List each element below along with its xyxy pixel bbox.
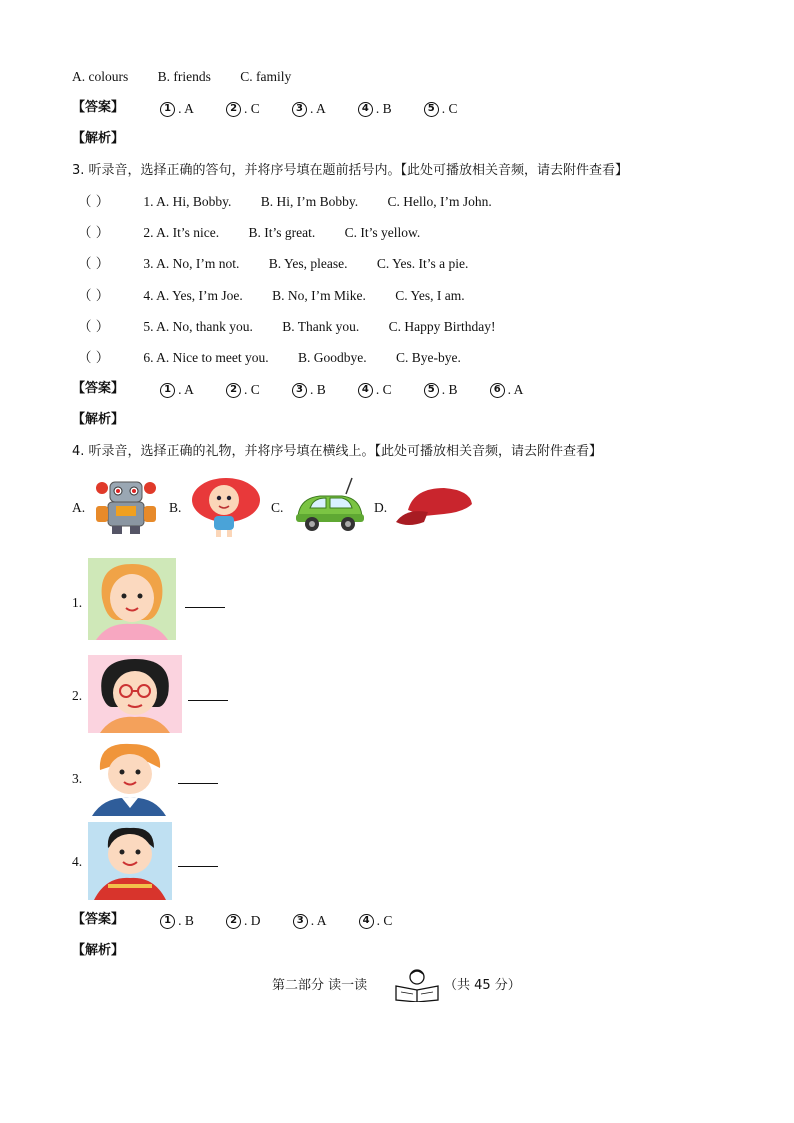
answer-item: 4 . B — [358, 101, 392, 117]
girl-orange-hair-icon — [88, 558, 176, 640]
q3-item-5: （ ） 5. A. No, thank you. B. Thank you. C. Happy Birthday! — [78, 319, 496, 335]
answer-row-q2 — [72, 100, 486, 117]
boy-black-hair-icon — [88, 822, 172, 900]
person-label-1: 1. — [72, 595, 83, 610]
q3-item-6: （ ） 6. A. Nice to meet you. B. Goodbye. C. Bye-bye. — [78, 350, 461, 366]
answer-item: 4 . C — [358, 382, 392, 398]
analysis-label: 【解析】 — [72, 412, 125, 427]
q3-title: 3. 听录音，选择正确的答句，并将序号填在题前括号内。【此处可播放相关音频，请去附件查看】 — [72, 163, 629, 178]
answer-row-q4: 【答案】 1 . B 2 . D 3 . A 4 . C — [72, 912, 393, 928]
boy-orange-hair-icon — [88, 740, 170, 816]
answer-item: 4 . C — [359, 913, 393, 929]
answer-item: 3 . A — [293, 913, 327, 929]
option-a: A. colours — [72, 69, 129, 84]
answer-item: 2 . C — [226, 382, 260, 398]
answer-blank-4[interactable] — [178, 854, 218, 872]
answer-item: 1 . A — [160, 382, 194, 398]
q2-options-line — [72, 69, 317, 85]
gift-label-b: B. — [169, 500, 182, 515]
option-b: B. friends — [157, 69, 211, 84]
reading-child-icon — [392, 968, 442, 1002]
answer-blank-3[interactable] — [178, 771, 218, 789]
answer-item: 5 . C — [424, 101, 458, 117]
section-score: （共 45 分） — [444, 978, 521, 993]
person-label-4: 4. — [72, 854, 83, 869]
q4-title: 4. 听录音，选择正确的礼物，并将序号填在横线上。【此处可播放相关音频，请去附件查看】 — [72, 444, 603, 459]
analysis-label: 【解析】 — [72, 943, 125, 958]
gift-label-c: C. — [271, 500, 284, 515]
answer-item: 1 . B — [160, 913, 194, 929]
q3-item-3: （ ） 3. A. No, I’m not. B. Yes, please. C. Yes. It’s a pie. — [78, 256, 469, 272]
q3-item-1: （ ） 1. A. Hi, Bobby. B. Hi, I’m Bobby. C. Hello, I’m John. — [78, 194, 492, 210]
robot-icon — [90, 476, 162, 536]
answer-item: 2 . D — [226, 913, 261, 929]
answer-row-q3: 【答案】 1 . A 2 . C 3 . B 4 . C 5 . B 6 . A — [72, 381, 524, 397]
answer-blank-1[interactable] — [185, 595, 225, 613]
section-title: 第二部分 读一读 — [272, 978, 368, 993]
gift-label-a: A. — [72, 500, 86, 515]
woman-glasses-icon — [88, 655, 182, 733]
answer-item: 5 . B — [424, 382, 458, 398]
answer-item: 3 . A — [292, 101, 326, 117]
person-label-2: 2. — [72, 688, 83, 703]
option-c: C. family — [240, 69, 292, 84]
answer-item: 3 . B — [292, 382, 326, 398]
answer-item: 1 . A — [160, 101, 194, 117]
answer-item: 6 . A — [490, 382, 524, 398]
q3-item-4: （ ） 4. A. Yes, I’m Joe. B. No, I’m Mike. C. Yes, I am. — [78, 288, 465, 304]
person-label-3: 3. — [72, 771, 83, 786]
gift-label-d: D. — [374, 500, 388, 515]
answer-blank-2[interactable] — [188, 688, 228, 706]
toy-car-icon — [290, 476, 368, 538]
q3-item-2: （ ） 2. A. It’s nice. B. It’s great. C. It’s yellow. — [78, 225, 421, 241]
red-cap-icon — [394, 482, 476, 530]
doll-icon — [188, 476, 264, 538]
answer-label: 【答案】 — [72, 100, 125, 115]
answer-item: 2 . C — [226, 101, 260, 117]
analysis-label: 【解析】 — [72, 131, 125, 146]
